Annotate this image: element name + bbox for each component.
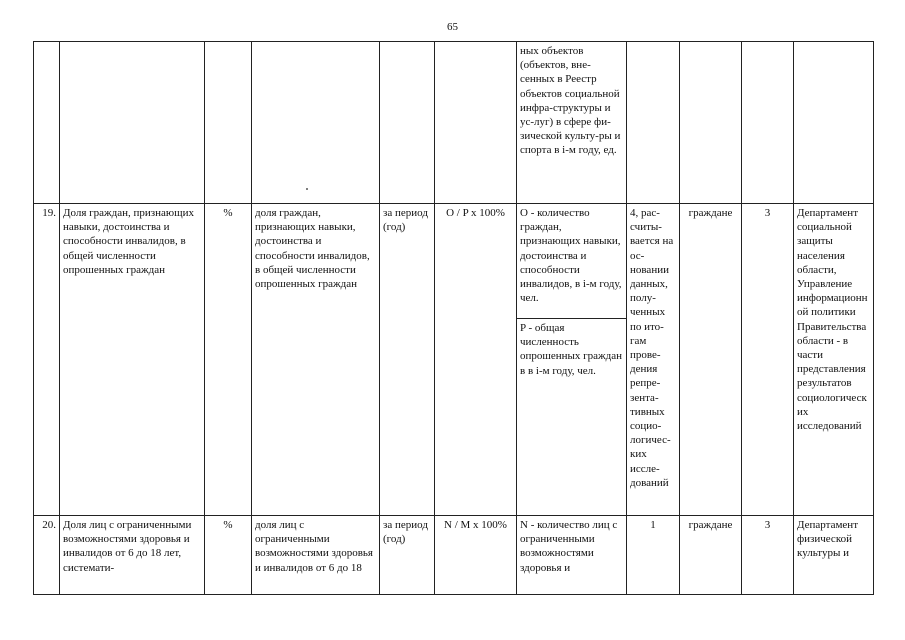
cell-variables: ных объектов (объектов, вне-сенных в Реестр объектов социальной инфра-структуры и ус-луг) в сфере фи-зической культу-ры и спорта в i-м году, ед. bbox=[517, 42, 627, 204]
indicator-definition: доля граждан, признающих навыки, достоинства и способности инвалидов, в общей численности опрошенных граждан bbox=[252, 204, 380, 516]
period: за период (год) bbox=[380, 204, 435, 516]
code: 3 bbox=[742, 204, 794, 516]
scan-speck bbox=[306, 188, 308, 190]
calculation-method: 4, рас-считы-вается на ос-новании данных, полу-ченных по ито-гам прове-дения репре-зента-тивных социо-логичес-ких иссле-дований bbox=[627, 204, 680, 516]
unit: % bbox=[205, 516, 252, 595]
table-row-19a bbox=[34, 204, 874, 319]
cell-code bbox=[742, 42, 794, 204]
table-row-20 bbox=[34, 516, 874, 595]
population: граждане bbox=[680, 204, 742, 516]
indicator-name: Доля лиц с ограниченными возможностями здоровья и инвалидов от 6 до 18 лет, системати- bbox=[60, 516, 205, 595]
population: граждане bbox=[680, 516, 742, 595]
cell-responsible bbox=[794, 42, 874, 204]
responsible-body: Департамент социальной защиты населения области, Управление информационной политики Правительства области - в части представления результатов социологических исследований bbox=[794, 204, 874, 516]
cell-formula bbox=[435, 42, 517, 204]
row-number: 20. bbox=[34, 516, 60, 595]
cell-indicator bbox=[60, 42, 205, 204]
calculation-method: 1 bbox=[627, 516, 680, 595]
page-number: 65 bbox=[447, 21, 458, 33]
indicators-table bbox=[33, 41, 874, 595]
cell-unit bbox=[205, 42, 252, 204]
variable-description: N - количество лиц с ограниченными возможностями здоровья и bbox=[517, 516, 627, 595]
cell-period bbox=[380, 42, 435, 204]
unit: % bbox=[205, 204, 252, 516]
variable-description: O - количество граждан, признающих навыки, достоинства и способности инвалидов, в i-м году, чел. bbox=[517, 204, 627, 319]
period: за период (год) bbox=[380, 516, 435, 595]
row-number: 19. bbox=[34, 204, 60, 516]
formula: N / M x 100% bbox=[435, 516, 517, 595]
variable-description: P - общая численность опрошенных граждан в в i-м году, чел. bbox=[517, 319, 627, 516]
cell-population bbox=[680, 42, 742, 204]
cell-definition bbox=[252, 42, 380, 204]
indicator-name: Доля граждан, признающих навыки, достоинства и способности инвалидов, в общей численности опрошенных граждан bbox=[60, 204, 205, 516]
cell-num bbox=[34, 42, 60, 204]
cell-method bbox=[627, 42, 680, 204]
responsible-body: Департамент физической культуры и bbox=[794, 516, 874, 595]
code: 3 bbox=[742, 516, 794, 595]
table-row-continuation bbox=[34, 42, 874, 204]
formula: O / P x 100% bbox=[435, 204, 517, 516]
indicator-definition: доля лиц с ограниченными возможностями здоровья и инвалидов от 6 до 18 bbox=[252, 516, 380, 595]
